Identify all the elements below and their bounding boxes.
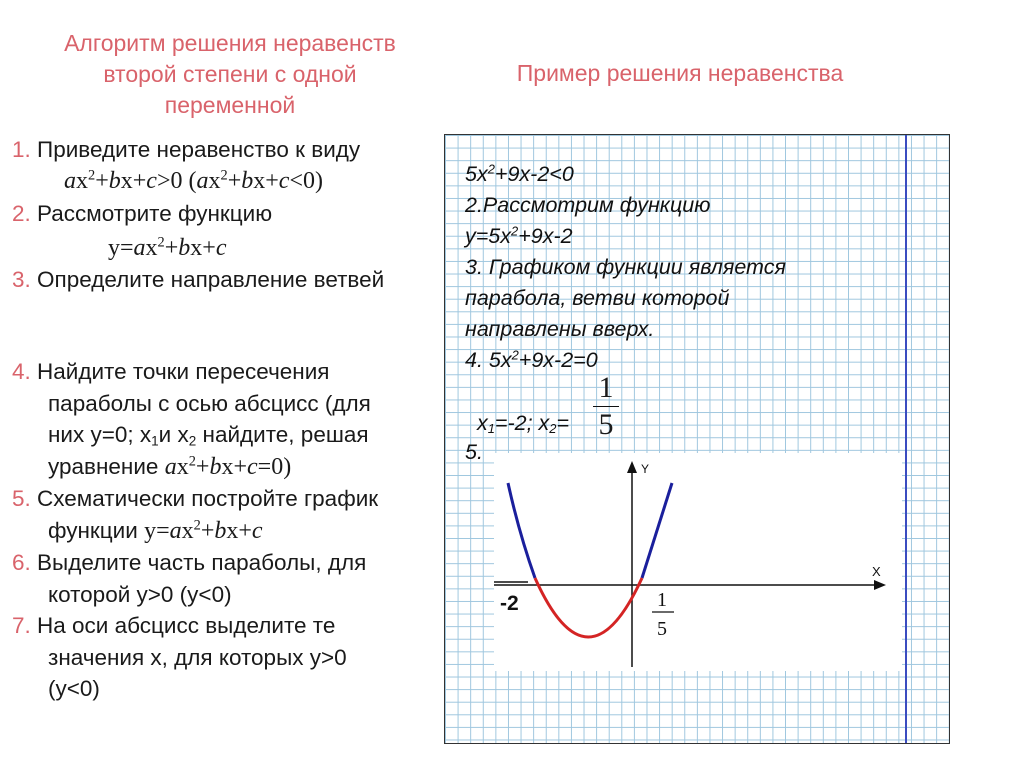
step-2-formula: $y=ax^2+bx+c$ bbox=[108, 234, 227, 261]
parabola-negative-part bbox=[535, 578, 642, 637]
step-2: 2. Рассмотрите функцию bbox=[12, 201, 273, 226]
parabola-graph-svg bbox=[494, 453, 902, 671]
step-5: 5. Схематически постройте график функции $y=ax^2+bx+c$ bbox=[12, 486, 379, 544]
example-line-9: 5. bbox=[465, 440, 483, 464]
right-title: Пример решения неравенства bbox=[516, 60, 844, 86]
example-line-3: $y=5x^2+9x-2$ bbox=[465, 223, 573, 248]
root-right-numerator: 1 bbox=[657, 589, 667, 611]
step-7: 7. На оси абсцисс выделите те значения x, для которых y>0 (y<0) bbox=[12, 613, 347, 701]
left-title bbox=[20, 28, 440, 121]
step-4: 4. Найдите точки пересечения параболы с осью абсцисс (для них y=0; $x_1и$ $x_2$ найдите, решая уравнение $ax^2+bx+c=0$) bbox=[12, 359, 371, 480]
example-line-5: парабола, ветви которой bbox=[465, 286, 730, 310]
x-axis-label: X bbox=[872, 564, 881, 579]
example-line-8: $x_1=-2$; $x_2=$ bbox=[477, 411, 570, 437]
example-line-1: $5x^2+9x-2<0$ bbox=[465, 161, 574, 186]
example-line-6: направлены вверх. bbox=[465, 317, 655, 341]
root-left-label: -2 bbox=[500, 592, 519, 615]
root-right-denominator: 5 bbox=[657, 618, 667, 640]
example-line-4: 3. Графиком функции является bbox=[465, 255, 786, 279]
x-axis-arrow-icon bbox=[874, 580, 886, 590]
parabola-graph bbox=[494, 453, 902, 671]
notebook-margin-line bbox=[905, 135, 907, 743]
y-axis-label: Y bbox=[641, 462, 650, 476]
step-1: 1. Приведите неравенство к виду bbox=[12, 137, 361, 162]
y-axis-arrow-icon bbox=[627, 461, 637, 473]
step-1-formula: $ax^2+bx+c>0$ $(ax^2+bx+c<0)$ bbox=[64, 167, 323, 194]
example-line-7: 4. $5x^2+9x-2=0$ bbox=[465, 347, 598, 372]
example-line-2: 2.Рассмотрим функцию bbox=[465, 193, 711, 217]
parabola-right-branch-positive bbox=[642, 483, 672, 578]
left-title-line: Алгоритм решения неравенств bbox=[64, 30, 396, 56]
left-title-line: переменной bbox=[164, 92, 296, 118]
example-grid-panel bbox=[444, 134, 950, 744]
example-root-fraction: 1 5 bbox=[593, 371, 619, 442]
step-3: 3. Определите направление ветвей bbox=[12, 267, 385, 292]
left-title-line: второй степени с одной bbox=[103, 61, 357, 87]
parabola-left-branch-positive bbox=[508, 483, 535, 578]
step-6: 6. Выделите часть параболы, для которой y>0 (y<0) bbox=[12, 550, 367, 607]
